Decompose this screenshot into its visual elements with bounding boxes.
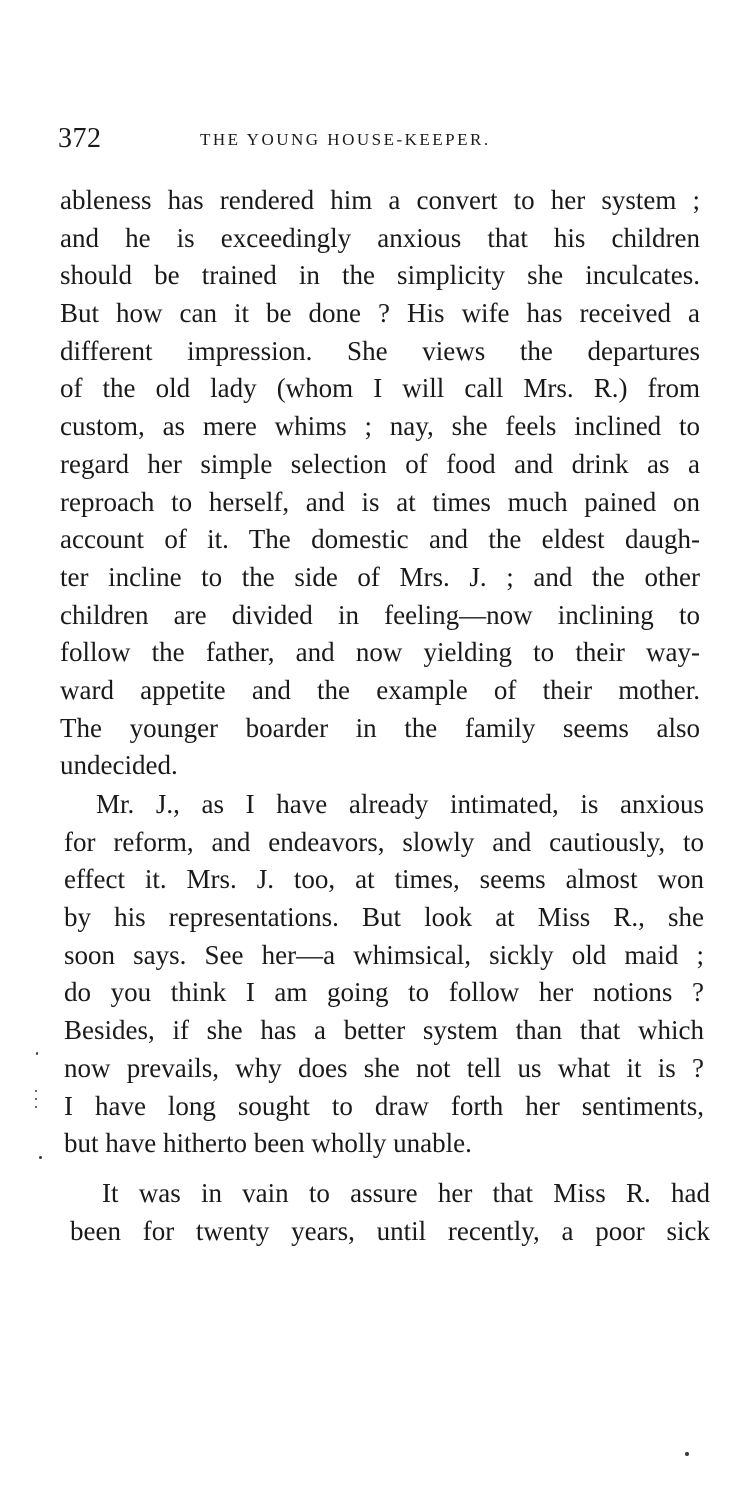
text-line: soon says. See her—a whimsical, sickly old maid ; <box>64 939 704 970</box>
scan-speck <box>39 1156 42 1159</box>
scan-speck <box>36 1052 38 1055</box>
text-line: It was in vain to assure her that Miss R. had <box>102 1177 710 1208</box>
text-line: for reform, and endeavors, slowly and cautiously, to <box>64 826 704 857</box>
text-line: should be trained in the simplicity she inculcates. <box>60 260 700 291</box>
paragraph-2 <box>64 786 704 1163</box>
text-line: of the old lady (whom I will call Mrs. R.) from <box>60 373 700 404</box>
text-line: regard her simple selection of food and drink as a <box>60 448 700 479</box>
text-line: but have hitherto been wholly unable. <box>64 1128 472 1159</box>
text-line: children are divided in feeling—now inclining to <box>60 599 700 630</box>
scan-speck <box>685 1452 689 1456</box>
text-line: The younger boarder in the family seems also <box>60 712 700 743</box>
page-header <box>58 123 698 163</box>
text-line: custom, as mere whims ; nay, she feels inclined to <box>60 411 700 442</box>
text-line: I have long sought to draw forth her sentiments, <box>64 1090 704 1121</box>
text-line: now prevails, why does she not tell us what it is ? <box>64 1052 704 1083</box>
scan-speck <box>35 1106 37 1108</box>
paragraph-3 <box>70 1175 710 1250</box>
paragraph-1 <box>60 182 700 785</box>
text-line: and he is exceedingly anxious that his children <box>60 222 700 253</box>
scan-speck <box>35 1090 37 1092</box>
text-line: ableness has rendered him a convert to her system ; <box>60 185 700 215</box>
text-line: But how can it be done ? His wife has received a <box>60 298 700 329</box>
text-line: effect it. Mrs. J. too, at times, seems almost won <box>64 864 704 895</box>
text-line: follow the father, and now yielding to their way- <box>60 637 700 668</box>
text-line: Mr. J., as I have already intimated, is anxious <box>96 789 704 819</box>
text-line: been for twenty years, until recently, a poor sick <box>70 1215 710 1246</box>
body-text <box>60 182 710 1250</box>
page-number: 372 <box>58 123 102 154</box>
running-title: THE YOUNG HOUSE-KEEPER. <box>200 130 491 149</box>
text-line: ward appetite and the example of their mother. <box>60 674 700 705</box>
text-line: do you think I am going to follow her notions ? <box>64 977 704 1008</box>
text-line: different impression. She views the departures <box>60 335 700 366</box>
text-line: by his representations. But look at Miss R., she <box>64 902 704 933</box>
text-line: ter incline to the side of Mrs. J. ; and the other <box>60 561 700 592</box>
text-line: reproach to herself, and is at times much pained on <box>60 486 700 517</box>
text-line: Besides, if she has a better system than that which <box>64 1015 704 1046</box>
scan-speck <box>35 1098 37 1100</box>
text-line: account of it. The domestic and the eldest daugh- <box>60 524 700 555</box>
text-line: undecided. <box>60 750 178 781</box>
